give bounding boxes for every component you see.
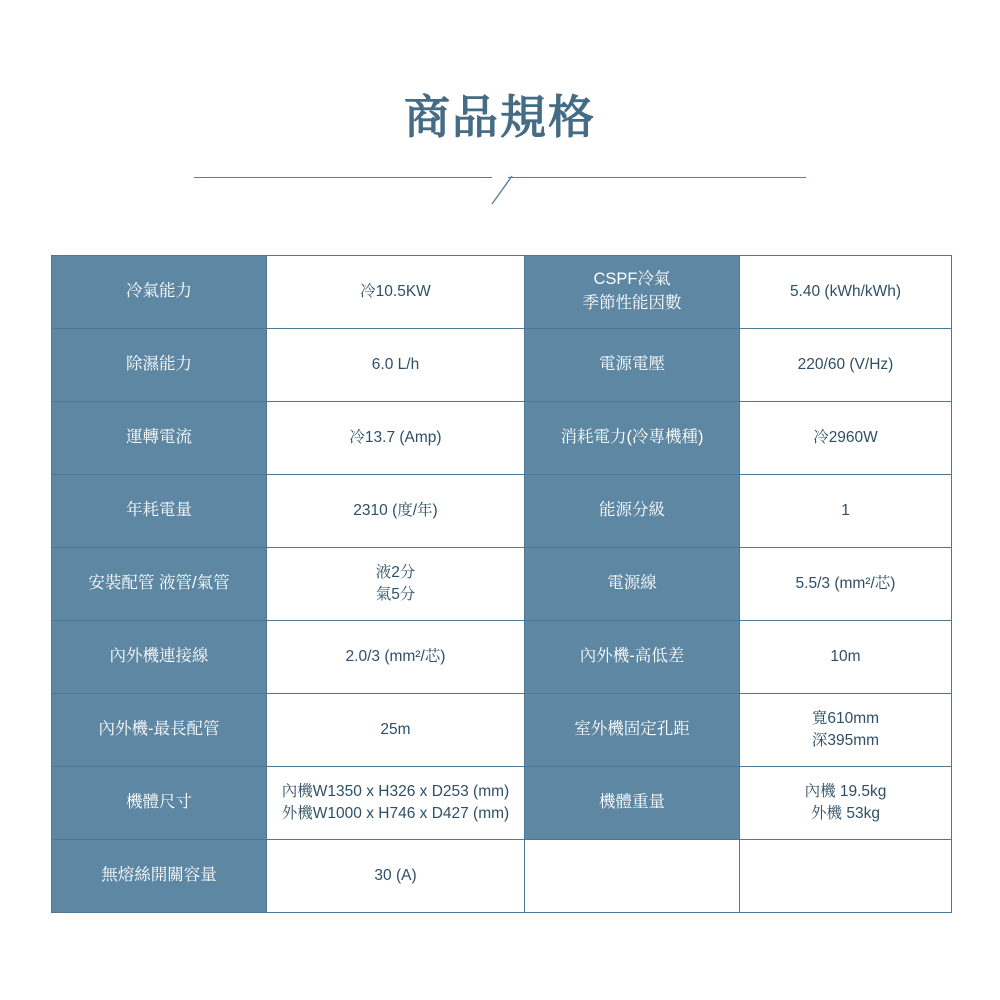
spec-value [267,694,525,767]
spec-label-text: 室外機固定孔距 [574,720,690,739]
spec-label [52,694,267,767]
spec-value-text: 5.5/3 (mm²/芯) [795,574,896,592]
spec-value [267,475,525,548]
table-row [52,256,952,329]
specifications-table-container [51,255,951,913]
spec-value-text: 1 [841,501,850,519]
spec-value [267,256,525,329]
spec-value [740,256,952,329]
spec-value [267,621,525,694]
spec-label [52,402,267,475]
table-row [52,402,952,475]
spec-value-text: 寬610mm 深395mm [811,709,880,749]
table-row [52,475,952,548]
spec-value [740,694,952,767]
spec-value [740,767,952,840]
table-body [52,256,952,913]
spec-value [267,548,525,621]
spec-value-text: 6.0 L/h [371,355,420,373]
spec-value-text: 內機W1350 x H326 x D253 (mm) 外機W1000 x H746 x D427 (mm) [281,782,510,822]
spec-value [740,402,952,475]
empty-cell [525,840,740,913]
spec-label-text: 電源線 [607,574,657,593]
spec-label [52,256,267,329]
spec-label-text: 能源分級 [599,501,665,520]
page-title: 商品規格 [404,91,596,143]
spec-value [267,402,525,475]
spec-value-text: 冷10.5KW [360,282,431,300]
table-row [52,548,952,621]
table-row [52,840,952,913]
spec-label-text: 電源電壓 [599,355,665,374]
table-row [52,767,952,840]
spec-label [525,694,740,767]
title-divider [194,177,806,207]
spec-label-text: 運轉電流 [126,428,192,447]
spec-label-text: 年耗電量 [126,501,192,520]
spec-value-text: 5.40 (kWh/kWh) [789,282,902,300]
spec-label [525,475,740,548]
spec-value-text: 220/60 (V/Hz) [797,355,894,373]
spec-value-text: 冷13.7 (Amp) [349,428,442,446]
spec-label-text: 機體尺寸 [126,793,192,812]
spec-label-text: 無熔絲開關容量 [101,866,217,885]
divider-line-left [194,177,492,178]
spec-label-text: CSPF冷氣 季節性能因數 [582,270,682,312]
empty-cell [740,840,952,913]
spec-label [525,548,740,621]
spec-label-text: 冷氣能力 [126,282,192,301]
spec-label [525,621,740,694]
spec-label [525,402,740,475]
spec-label [52,840,267,913]
spec-value-text: 內機 19.5kg 外機 53kg [804,782,887,822]
spec-label [52,767,267,840]
spec-value-text: 2310 (度/年) [353,501,438,519]
spec-label-text: 內外機-高低差 [579,647,685,666]
spec-value-text: 10m [830,647,861,665]
spec-label-text: 安裝配管 液管/氣管 [88,574,230,593]
spec-value-text: 冷2960W [813,428,878,446]
divider-line-right [508,177,806,178]
specifications-table [51,255,952,913]
spec-label [52,621,267,694]
spec-label [52,329,267,402]
spec-label [52,475,267,548]
spec-label [52,548,267,621]
spec-label [525,767,740,840]
spec-label-text: 消耗電力(冷專機種) [560,428,704,447]
spec-value-text: 30 (A) [374,866,417,884]
spec-label [525,329,740,402]
spec-label-text: 內外機連接線 [109,647,209,666]
spec-label [525,256,740,329]
spec-value [267,329,525,402]
table-row [52,621,952,694]
spec-value [740,475,952,548]
spec-label-text: 內外機-最長配管 [98,720,220,739]
spec-value [267,767,525,840]
table-row [52,694,952,767]
table-row [52,329,952,402]
spec-value-text: 25m [380,720,411,738]
spec-value-text: 液2分 氣5分 [375,563,416,603]
spec-label-text: 除濕能力 [126,355,192,374]
spec-value-text: 2.0/3 (mm²/芯) [345,647,446,665]
spec-value [267,840,525,913]
spec-value [740,548,952,621]
spec-value [740,621,952,694]
spec-value [740,329,952,402]
slash-divider-icon [486,174,520,208]
spec-label-text: 機體重量 [599,793,665,812]
